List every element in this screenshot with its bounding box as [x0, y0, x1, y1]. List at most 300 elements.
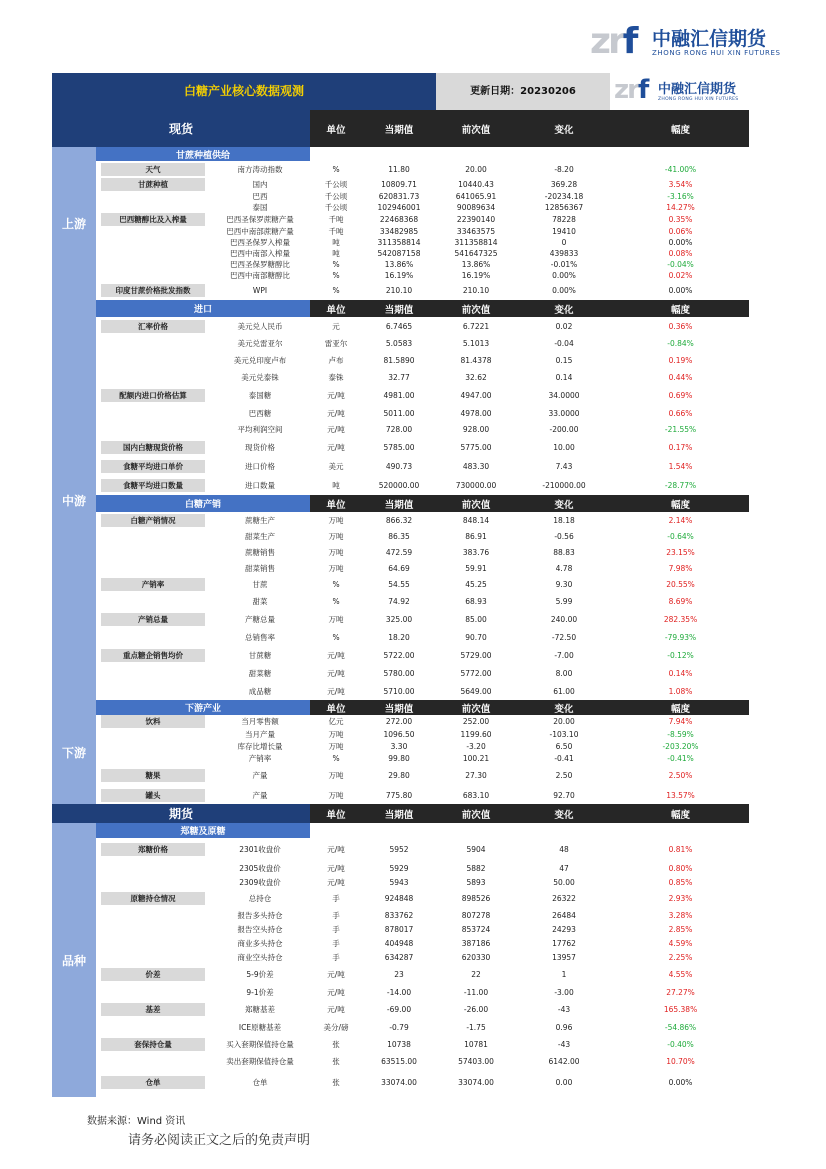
change-pct: 0.06%	[668, 227, 693, 236]
section-row	[52, 300, 749, 317]
current-value: 542087158	[377, 249, 421, 258]
previous-value: -26.00	[463, 1005, 489, 1014]
previous-value: 898526	[461, 894, 491, 903]
unit: 万吨	[328, 729, 344, 739]
previous-value: 5904	[466, 845, 486, 854]
previous-value: 620330	[461, 952, 491, 962]
change-value: 50.00	[553, 877, 575, 887]
item-name: 甘蔗糖	[248, 651, 272, 660]
current-value: -14.00	[386, 987, 412, 997]
change-pct: 4.59%	[668, 938, 693, 948]
table-row	[52, 529, 749, 544]
current-value: 102946001	[377, 203, 421, 212]
change-value: 0.96	[555, 1022, 573, 1032]
previous-value: 541647325	[454, 249, 498, 258]
col-header-change: 变化	[516, 495, 612, 512]
current-value: 81.5890	[383, 356, 415, 365]
unit: %	[332, 597, 340, 606]
change-pct: 14.27%	[666, 203, 695, 212]
change-value: 20.00	[553, 717, 575, 726]
col-header-current: 当期值	[362, 300, 436, 317]
previous-value: 5775.00	[460, 443, 492, 452]
change-pct: 0.36%	[668, 321, 693, 331]
current-value: 18.20	[388, 633, 410, 642]
change-pct: -8.59%	[667, 729, 694, 739]
unit: 元/吨	[327, 1005, 345, 1014]
current-value: 210.10	[385, 286, 413, 295]
indicator-cell	[96, 226, 210, 237]
change-pct: 0.80%	[668, 863, 693, 873]
col-header-previous: 前次值	[436, 804, 516, 823]
item-name: 产量	[252, 790, 268, 800]
change-pct: -0.41%	[667, 753, 694, 763]
item-name: 巴西中南部蔗糖产量	[226, 227, 294, 236]
change-pct: 3.54%	[668, 180, 693, 189]
current-value: 490.73	[385, 462, 413, 471]
indicator-cell	[96, 985, 210, 999]
current-value: 1096.50	[383, 729, 415, 739]
item-name: 蔗糖销售	[245, 547, 275, 557]
change-pct: 0.00%	[668, 286, 693, 295]
current-value: 10738	[387, 1039, 411, 1049]
unit: 卢布	[328, 356, 344, 365]
category-downstream: 下游	[52, 700, 96, 804]
item-name: 巴西圣保罗糖醇比	[230, 260, 290, 269]
change-pct: 3.28%	[668, 910, 693, 920]
logo-name-cn: 中融汇信期货	[652, 28, 767, 50]
col-header-current: 当期值	[362, 804, 436, 823]
previous-value: 10781	[464, 1039, 488, 1049]
item-name: 报告空头持仓	[237, 924, 283, 934]
current-value: 634287	[384, 952, 414, 962]
current-value: 866.32	[385, 516, 413, 525]
unit: 元/吨	[327, 877, 345, 887]
previous-value: 57403.00	[458, 1056, 494, 1066]
col-header-current: 当期值	[362, 110, 436, 147]
table-row	[52, 838, 749, 861]
previous-value: 10440.43	[458, 180, 494, 189]
table-row	[52, 191, 749, 202]
unit: 元/吨	[327, 686, 345, 696]
indicator-cell	[96, 889, 210, 908]
current-value: 99.80	[388, 753, 410, 763]
current-value: 32.77	[388, 373, 410, 382]
change-value: -20234.18	[544, 192, 584, 201]
indicator-cell	[96, 752, 210, 764]
change-pct: 2.93%	[668, 894, 693, 903]
item-name: 产量	[252, 770, 268, 780]
change-value: 19410	[552, 227, 576, 236]
previous-value: 5729.00	[460, 651, 492, 660]
change-value: -0.41	[554, 753, 574, 763]
unit: 亿元	[328, 717, 344, 726]
item-name: 报告多头持仓	[237, 910, 283, 920]
unit: 张	[332, 1056, 340, 1066]
unit: 美元	[328, 462, 344, 471]
table-row	[52, 544, 749, 560]
change-pct: -0.12%	[667, 651, 694, 660]
unit: 美分/磅	[323, 1022, 349, 1032]
indicator-cell	[96, 610, 210, 629]
table-row	[52, 438, 749, 457]
item-name: 库存比增长量	[237, 741, 283, 751]
table-row	[52, 560, 749, 576]
indicator-cell	[96, 335, 210, 352]
table-row	[52, 922, 749, 936]
section-cane: 甘蔗种植供给	[96, 147, 310, 161]
previous-value: 483.30	[462, 462, 490, 471]
table-row	[52, 317, 749, 335]
unit: 吨	[332, 238, 340, 247]
table-row	[52, 237, 749, 248]
table-row	[52, 476, 749, 495]
previous-value: 85.00	[465, 615, 487, 624]
previous-value: 383.76	[462, 547, 490, 557]
table-row	[52, 715, 749, 728]
current-value: 74.92	[388, 597, 410, 606]
change-value: -43	[557, 1039, 571, 1049]
change-pct: 0.81%	[668, 845, 693, 854]
change-value: 0.14	[555, 373, 573, 382]
item-name: 甜菜糖	[248, 669, 272, 678]
item-name: 美元兑人民币	[237, 321, 283, 331]
current-value: 64.69	[388, 563, 410, 573]
table-row	[52, 629, 749, 646]
change-value: -0.04	[554, 339, 574, 348]
current-value: 54.55	[388, 580, 410, 589]
unit: 元/吨	[327, 845, 345, 854]
table-row	[52, 1034, 749, 1054]
col-header-unit: 单位	[310, 700, 362, 715]
unit: 元/吨	[327, 391, 345, 400]
table-row	[52, 202, 749, 213]
change-pct: -54.86%	[664, 1022, 697, 1032]
col-header-pct: 幅度	[612, 804, 749, 823]
table-row	[52, 405, 749, 421]
indicator-label: 食糖平均进口单价	[101, 460, 205, 473]
unit: 元/吨	[327, 425, 345, 434]
table-row	[52, 421, 749, 438]
table-row	[52, 740, 749, 752]
previous-value: -11.00	[463, 987, 489, 997]
indicator-label: 印度甘蔗价格批发指数	[101, 284, 205, 297]
spot-title: 现货	[52, 110, 310, 147]
section-row	[52, 147, 749, 161]
current-value: 311358814	[377, 238, 421, 247]
change-pct: 1.08%	[668, 686, 693, 696]
indicator-label: 国内白糖现货价格	[101, 441, 205, 454]
unit: %	[332, 286, 340, 295]
current-value: 5710.00	[383, 686, 415, 696]
current-value: 924848	[384, 894, 414, 903]
change-pct: 2.85%	[668, 924, 693, 934]
current-value: 33482985	[379, 227, 419, 236]
item-name: 蔗糖生产	[245, 516, 275, 525]
indicator-cell	[96, 248, 210, 259]
change-value: 12856367	[544, 203, 584, 212]
item-name: 巴西中南部入榨量	[230, 249, 290, 258]
indicator-cell	[96, 1068, 210, 1097]
change-value: 0.02	[555, 321, 573, 331]
indicator-cell	[96, 908, 210, 922]
change-value: -200.00	[549, 425, 579, 434]
unit: %	[332, 580, 340, 589]
table-row	[52, 1054, 749, 1068]
unit: 万吨	[328, 563, 344, 573]
change-pct: 1.54%	[668, 462, 693, 471]
col-header-previous: 前次值	[436, 495, 516, 512]
change-value: -43	[557, 1005, 571, 1014]
item-name: 当月零售额	[241, 717, 279, 726]
item-name: 进口价格	[245, 462, 275, 471]
col-header-unit: 单位	[310, 495, 362, 512]
previous-value: 20.00	[465, 165, 487, 174]
current-value: 472.59	[385, 547, 413, 557]
item-name: 仓单	[252, 1078, 268, 1087]
indicator-label: 天气	[101, 163, 205, 176]
change-value: 92.70	[553, 790, 575, 800]
col-header-current: 当期值	[362, 700, 436, 715]
indicator-cell	[96, 1054, 210, 1068]
current-value: 5.0583	[385, 339, 413, 348]
logo-name-en: ZHONG RONG HUI XIN FUTURES	[652, 49, 781, 57]
unit: 万吨	[328, 770, 344, 780]
change-pct: 0.35%	[668, 215, 693, 224]
change-pct: -203.20%	[662, 741, 699, 751]
previous-value: -1.75	[466, 1022, 486, 1032]
indicator-label: 基差	[101, 1003, 205, 1016]
change-value: -0.56	[554, 532, 574, 541]
change-value: 0	[561, 238, 567, 247]
current-value: 16.19%	[384, 271, 414, 280]
table-row	[52, 457, 749, 476]
current-value: 29.80	[388, 770, 410, 780]
category-variety: 品种	[52, 823, 96, 1097]
unit: 元	[332, 321, 340, 331]
col-header-unit: 单位	[310, 300, 362, 317]
item-name: 商业多头持仓	[237, 938, 283, 948]
item-name: 卖出套期保值持仓量	[226, 1056, 294, 1066]
change-pct: 2.50%	[668, 770, 693, 780]
unit: 手	[332, 938, 340, 948]
indicator-cell	[96, 1034, 210, 1054]
indicator-cell	[96, 740, 210, 752]
unit: 万吨	[328, 532, 344, 541]
table-row	[52, 728, 749, 740]
col-header-pct: 幅度	[612, 110, 749, 147]
col-header-change: 变化	[516, 804, 612, 823]
unit: 手	[332, 910, 340, 920]
item-name: 南方涛动指数	[237, 165, 283, 174]
change-value: 240.00	[550, 615, 578, 624]
change-pct: 0.69%	[668, 391, 693, 400]
unit: 千公顷	[324, 192, 348, 201]
current-value: 10809.71	[381, 180, 417, 189]
indicator-cell	[96, 202, 210, 213]
current-value: 5780.00	[383, 669, 415, 678]
indicator-label: 白糖产销情况	[101, 514, 205, 527]
change-pct: 27.27%	[666, 987, 695, 997]
item-name: ICE原糖基差	[238, 1022, 282, 1032]
indicator-cell	[96, 999, 210, 1020]
previous-value: 853724	[461, 924, 491, 934]
item-name: 平均利润空间	[237, 425, 283, 434]
change-pct: -28.77%	[664, 481, 697, 490]
change-pct: -3.16%	[667, 192, 694, 201]
indicator-cell	[96, 237, 210, 248]
item-name: 美元兑印度卢布	[233, 356, 287, 365]
indicator-cell	[96, 665, 210, 682]
indicator-cell	[96, 715, 210, 728]
current-value: 4981.00	[383, 391, 415, 400]
table-row	[52, 593, 749, 610]
item-name: 总持仓	[248, 894, 272, 903]
previous-value: 59.91	[465, 563, 487, 573]
banner-logo-cn: 中融汇信期货	[658, 82, 737, 97]
indicator-cell	[96, 629, 210, 646]
previous-value: 90089634	[456, 203, 496, 212]
previous-value: 90.70	[465, 633, 487, 642]
item-name: 美元兑泰铢	[241, 373, 279, 382]
previous-value: 22	[471, 970, 481, 979]
unit: 元/吨	[327, 970, 345, 979]
indicator-label: 汇率价格	[101, 320, 205, 333]
indicator-cell	[96, 178, 210, 191]
change-pct: 0.66%	[668, 408, 693, 418]
disclaimer: 请务必阅读正文之后的免责声明	[128, 1133, 311, 1148]
unit: 手	[332, 924, 340, 934]
change-value: 33.0000	[548, 408, 580, 418]
indicator-cell	[96, 529, 210, 544]
item-name: 2305收盘价	[239, 863, 281, 873]
current-value: 728.00	[385, 425, 413, 434]
indicator-cell	[96, 213, 210, 226]
indicator-cell	[96, 593, 210, 610]
change-pct: 2.25%	[668, 952, 693, 962]
item-name: 当月产量	[245, 729, 275, 739]
change-value: 88.83	[553, 547, 575, 557]
unit: 吨	[332, 249, 340, 258]
futures-header-row	[52, 804, 749, 823]
change-value: -3.00	[554, 987, 574, 997]
item-name: 9-1价差	[246, 987, 274, 997]
change-value: 34.0000	[548, 391, 580, 400]
current-value: 833762	[384, 910, 414, 920]
indicator-cell	[96, 936, 210, 950]
change-pct: 13.57%	[666, 790, 695, 800]
logo-mark: zrf	[590, 21, 636, 62]
change-value: 6.50	[555, 741, 573, 751]
previous-value: 22390140	[456, 215, 496, 224]
unit: 雷亚尔	[324, 339, 348, 348]
indicator-label: 罐头	[101, 789, 205, 802]
previous-value: 13.86%	[461, 260, 491, 269]
indicator-cell	[96, 421, 210, 438]
item-name: WPI	[252, 286, 268, 295]
col-header-change: 变化	[516, 300, 612, 317]
change-pct: -79.93%	[664, 633, 697, 642]
change-value: -103.10	[549, 729, 579, 739]
indicator-label: 产销总量	[101, 613, 205, 626]
page-title: 白糖产业核心数据观测	[52, 73, 436, 110]
item-name: 5-9价差	[246, 970, 274, 979]
item-name: 现货价格	[245, 443, 275, 452]
unit: 万吨	[328, 741, 344, 751]
previous-value: 807278	[461, 910, 491, 920]
previous-value: 33074.00	[458, 1078, 494, 1087]
change-value: 0.00%	[552, 286, 576, 295]
current-value: 13.86%	[384, 260, 414, 269]
current-value: -69.00	[386, 1005, 412, 1014]
col-header-pct: 幅度	[612, 495, 749, 512]
previous-value: 86.91	[465, 532, 487, 541]
unit: %	[332, 271, 340, 280]
previous-value: 4947.00	[460, 391, 492, 400]
indicator-cell	[96, 576, 210, 593]
previous-value: 5893	[466, 877, 486, 887]
data-table	[52, 110, 749, 1097]
indicator-cell	[96, 281, 210, 300]
table-row	[52, 259, 749, 270]
current-value: 33074.00	[381, 1078, 417, 1087]
current-value: 5722.00	[383, 651, 415, 660]
data-source: 数据来源：Wind 资讯	[87, 1116, 186, 1127]
unit: 张	[332, 1039, 340, 1049]
table-row	[52, 875, 749, 889]
change-pct: 282.35%	[663, 615, 698, 624]
current-value: 775.80	[385, 790, 413, 800]
col-header-change: 变化	[516, 110, 612, 147]
item-name: 甘蔗	[252, 580, 268, 589]
unit: 元/吨	[327, 408, 345, 418]
previous-value: -3.20	[466, 741, 486, 751]
previous-value: 6.7221	[462, 321, 490, 331]
unit: 泰铢	[328, 373, 344, 382]
change-value: 4.78	[555, 563, 573, 573]
table-row	[52, 908, 749, 922]
change-value: 8.00	[555, 669, 573, 678]
indicator-cell	[96, 270, 210, 281]
indicator-cell	[96, 317, 210, 335]
change-pct: 0.02%	[668, 271, 693, 280]
previous-value: 5882	[466, 863, 486, 873]
current-value: 620831.73	[378, 192, 420, 201]
col-header-unit: 单位	[310, 804, 362, 823]
previous-value: 33463575	[456, 227, 496, 236]
unit: 元/吨	[327, 863, 345, 873]
current-value: 520000.00	[378, 481, 420, 490]
change-pct: -21.55%	[664, 425, 697, 434]
change-value: -72.50	[551, 633, 577, 642]
change-value: 24293	[552, 924, 576, 934]
table-row	[52, 786, 749, 804]
change-pct: 0.19%	[668, 356, 693, 365]
indicator-cell	[96, 161, 210, 178]
unit: 万吨	[328, 516, 344, 525]
previous-value: 100.21	[462, 753, 490, 763]
table-row	[52, 950, 749, 964]
change-value: 1	[561, 970, 567, 979]
change-value: 47	[559, 863, 569, 873]
change-pct: 165.38%	[663, 1005, 698, 1014]
change-pct: -41.00%	[664, 165, 697, 174]
current-value: 11.80	[388, 165, 410, 174]
table-row	[52, 999, 749, 1020]
previous-value: 5649.00	[460, 686, 492, 696]
change-pct: 20.55%	[666, 580, 695, 589]
change-pct: -0.04%	[667, 260, 694, 269]
unit: 千公顷	[324, 203, 348, 212]
